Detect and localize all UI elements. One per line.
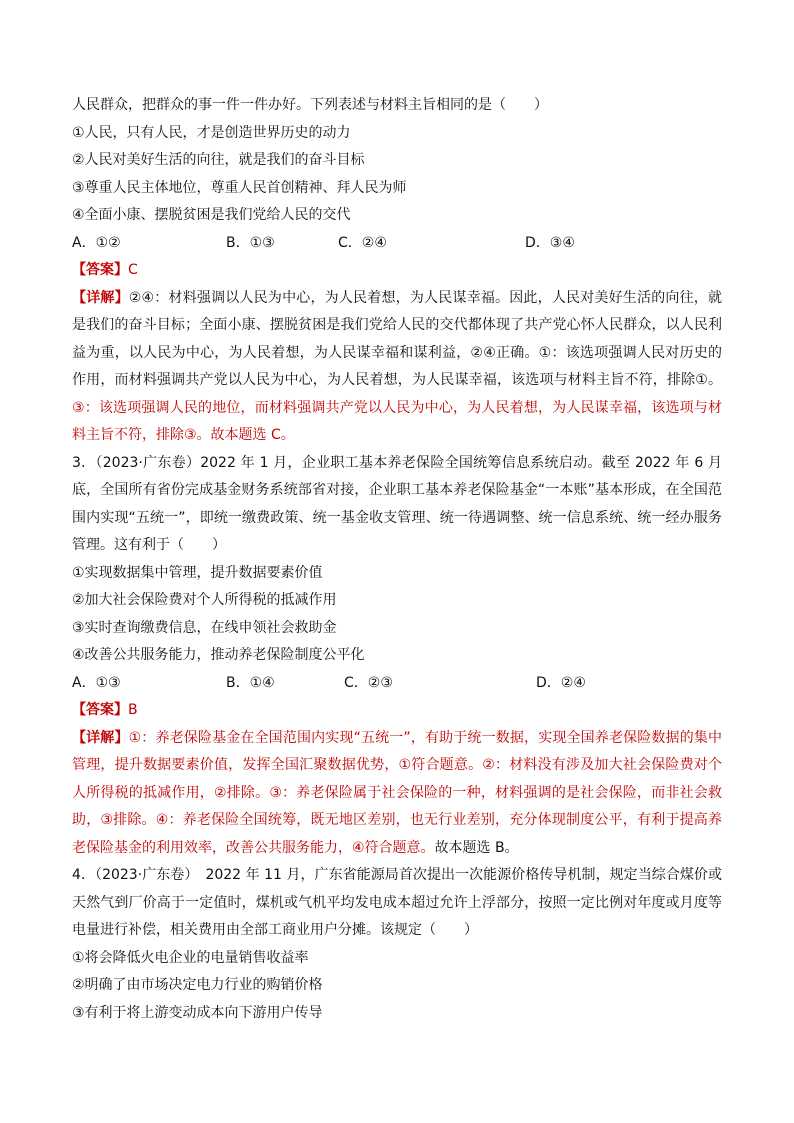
explanation-tag: 【详解】 xyxy=(72,289,129,306)
option-d: D．②④ xyxy=(536,674,586,691)
option-d: D．③④ xyxy=(525,234,575,251)
answer-value: C xyxy=(128,262,138,278)
statement-2: ②明确了由市场决定电力行业的购销价格 xyxy=(72,977,323,993)
statement-3: ③尊重人民主体地位，尊重人民首创精神、拜人民为师 xyxy=(72,179,407,196)
statement-3: ③实时查询缴费信息，在线申领社会救助金 xyxy=(72,619,337,636)
statement-3: ③有利于将上游变动成本向下游用户传导 xyxy=(72,1004,323,1021)
explanation-text: 故本题选 B。 xyxy=(434,839,519,856)
answer-line xyxy=(72,257,722,285)
question-number: 4． xyxy=(72,867,96,883)
question-source: （2023·广东卷） xyxy=(95,867,192,883)
answer-line xyxy=(72,697,722,725)
option-a: A．①② xyxy=(72,234,121,251)
explanation-text: ②④：材料强调以人民为中心，为人民着想，为人民谋幸福。因此，人民对美好生活的向往，就是我们的奋斗目标；全面小康、摆脱贫困是我们党给人民的交代都体现了共产党心怀人民群众，以人民利益为重，以人民为中心，为人民着想，为人民谋幸福和谋利益，②④正确。①：该选项强调人民对历史的作用，而材料强调共产党以人民为中心，为人民着想，为人民谋幸福，该选项与材料主旨不符，排除①。 xyxy=(72,289,722,388)
question-4-stem xyxy=(72,862,722,945)
option-c: C．②④ xyxy=(338,234,387,251)
statement-4: ④全面小康、摆脱贫困是我们党给人民的交代 xyxy=(72,207,351,223)
statement-1: ①人民，只有人民，才是创造世界历史的动力 xyxy=(72,124,351,141)
question-text: 2022 年 11 月，广东省能源局首次提出一次能源价格传导机制，规定当综合煤价或天然气到厂价高于一定值时，煤机或气机平均发电成本超过允许上浮部分，按照一定比例对年度或月度等电量进行补偿，相关费用由全部工商业用户分摊。该规定（ ） xyxy=(72,867,722,938)
question-3-stem xyxy=(72,450,722,560)
statement-1: ①实现数据集中管理，提升数据要素价值 xyxy=(72,564,323,581)
answer-tag: 【答案】 xyxy=(72,262,128,278)
question-number: 3． xyxy=(72,454,96,471)
option-c: C．②③ xyxy=(344,674,393,691)
answer-value: B xyxy=(128,702,138,718)
answer-options xyxy=(72,670,722,698)
statement-1: ①将会降低火电企业的电量销售收益率 xyxy=(72,949,309,966)
explanation xyxy=(72,725,722,863)
option-b: B．①④ xyxy=(226,674,275,691)
option-a: A．①③ xyxy=(72,674,121,691)
question-source: （2023·广东卷） xyxy=(95,454,201,471)
statement-2: ②人民对美好生活的向往，就是我们的奋斗目标 xyxy=(72,152,365,168)
statement-2: ②加大社会保险费对个人所得税的抵减作用 xyxy=(72,592,337,608)
answer-options xyxy=(72,230,722,258)
question-stem-tail: 人民群众，把群众的事一件一件办好。下列表述与材料主旨相同的是（ ） xyxy=(72,97,548,113)
explanation-text-red: ①：养老保险基金在全国范围内实现“五统一”，有助于统一数据，实现全国养老保险数据的集中管理，提升数据要素价值，发挥全国汇聚数据优势，①符合题意。②：材料没有涉及加大社会保险费对个人所得税的抵减作用，②排除。③：养老保险属于社会保险的一种，材料强调的是社会保险，而非社会救助，③排除。④：养老保险全国统筹，既无地区差别，也无行业差别，充分体现制度公平，有利于提高养老保险基金的利用效率，改善公共服务能力，④符合题意。 xyxy=(72,729,722,856)
answer-tag: 【答案】 xyxy=(72,702,128,718)
statement-4: ④改善公共服务能力，推动养老保险制度公平化 xyxy=(72,647,365,663)
explanation xyxy=(72,285,722,450)
option-b: B．①③ xyxy=(226,234,275,251)
explanation-tag: 【详解】 xyxy=(72,729,129,746)
exam-page xyxy=(72,92,722,1027)
explanation-text-red: ③：该选项强调人民的地位，而材料强调共产党以人民为中心，为人民着想，为人民谋幸福，该选项与材料主旨不符，排除③。故本题选 C。 xyxy=(72,399,722,443)
question-text: 2022 年 1 月，企业职工基本养老保险全国统筹信息系统启动。截至 2022 年 6 月底，全国所有省份完成基金财务系统部省对接，企业职工基本养老保险基金“一本账”基本形成，在全国范围内实现“五统一”，即统一缴费政策、统一基金收支管理、统一待遇调整、统一信息系统、统一经办服务管理。这有利于（ ） xyxy=(72,454,722,553)
